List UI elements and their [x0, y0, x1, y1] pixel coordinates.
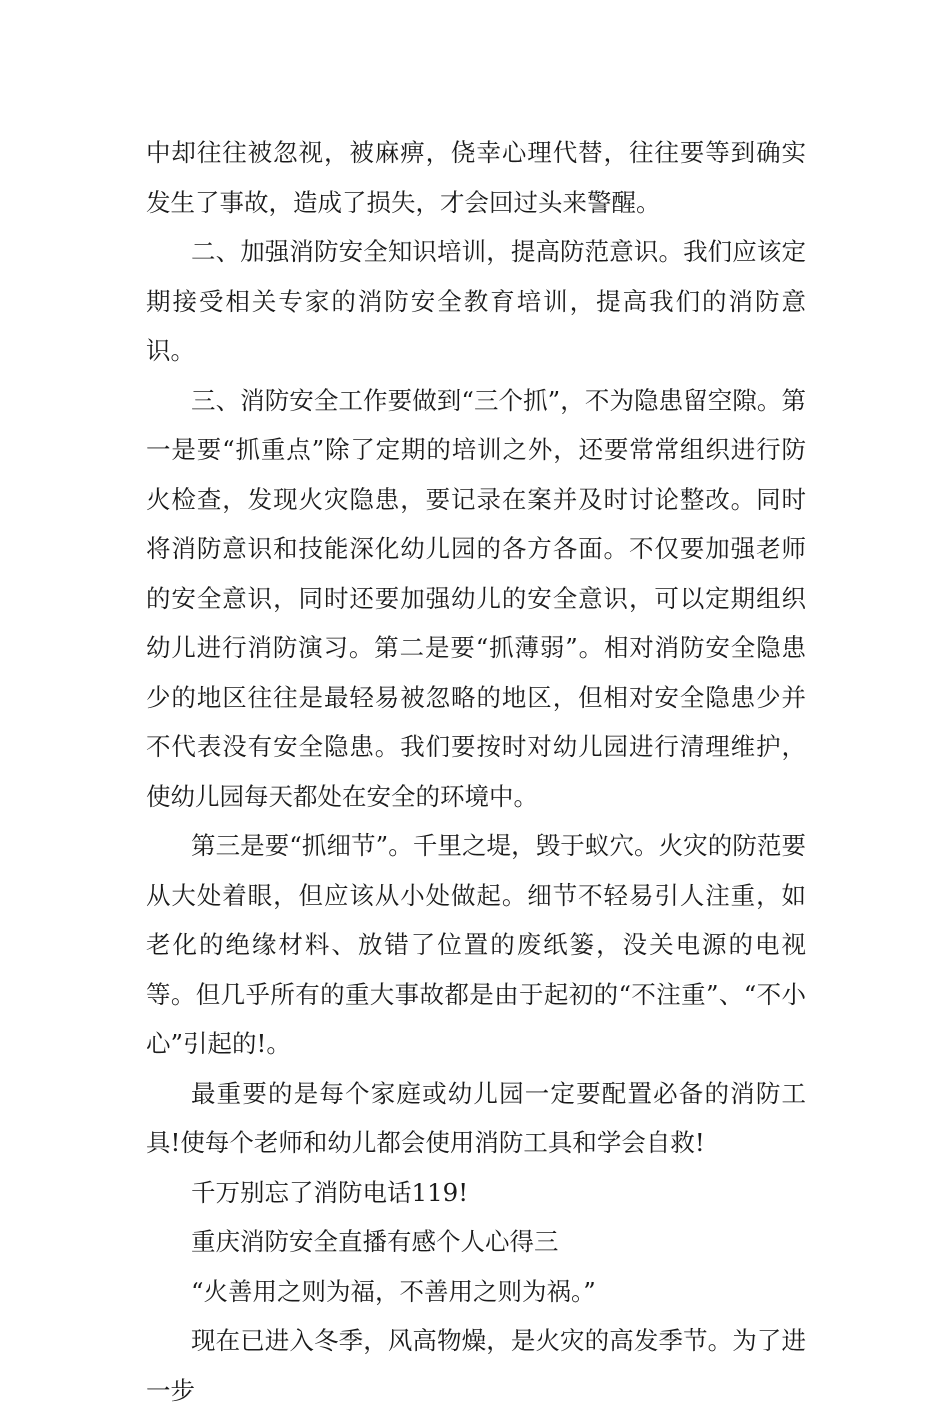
paragraph-details: 第三是要“抓细节”。千里之堤，毁于蚁穴。火灾的防范要从大处着眼，但应该从小处做起。细节不轻易引人注重，如老化的绝缘材料、放错了位置的废纸篓，没关电源的电视等。但几乎所有的重大事故都是由于起初的“不注重”、“不小心”引起的!。: [146, 831, 806, 1058]
paragraph-tools: 最重要的是每个家庭或幼儿园一定要配置必备的消防工具!使每个老师和幼儿都会使用消防工具和学会自救!: [146, 1078, 806, 1157]
section-heading: 重庆消防安全直播有感个人心得三: [191, 1227, 559, 1256]
paragraph-three-grasps: 三、消防安全工作要做到“三个抓”，不为隐患留空隙。第一是要“抓重点”除了定期的培训之外，还要常常组织进行防火检查，发现火灾隐患，要记录在案并及时讨论整改。同时将消防意识和技能深化幼儿园的各方各面。不仅要加强老师的安全意识，同时还要加强幼儿的安全意识，可以定期组织幼儿进行消防演习。第二是要“抓薄弱”。相对消防安全隐患少的地区往往是最轻易被忽略的地区，但相对安全隐患少并不代表没有安全隐患。我们要按时对幼儿园进行清理维护，使幼儿园每天都处在安全的环境中。: [146, 385, 806, 811]
paragraph-continuation: 中却往往被忽视，被麻痹，侥幸心理代替，往往要等到确实发生了事故，造成了损失，才会回过头来警醒。: [146, 138, 806, 217]
paragraph-winter: 现在已进入冬季，风高物燥，是火灾的高发季节。为了进一步: [146, 1326, 806, 1405]
paragraph-training: 二、加强消防安全知识培训，提高防范意识。我们应该定期接受相关专家的消防安全教育培训，提高我们的消防意识。: [146, 237, 806, 365]
paragraph-phone: 千万别忘了消防电话119!: [191, 1177, 469, 1207]
document-body: [146, 128, 806, 1415]
paragraph-quote: “火善用之则为福，不善用之则为祸。”: [191, 1276, 596, 1306]
